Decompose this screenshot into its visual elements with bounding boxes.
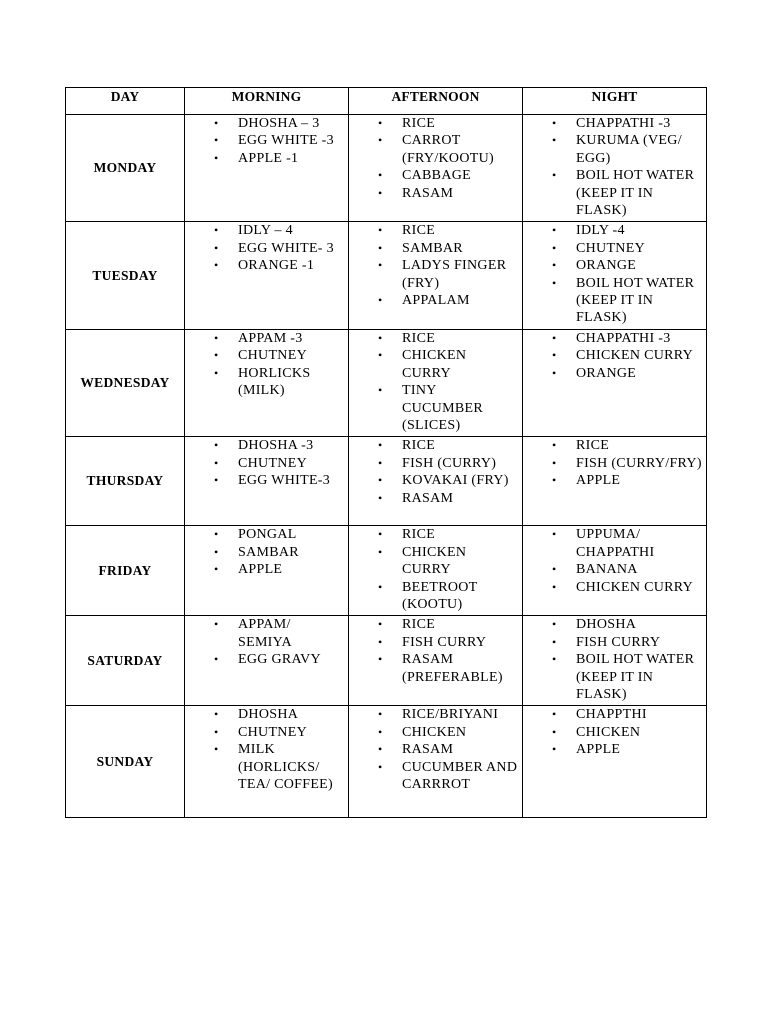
bullet-icon: • — [552, 707, 557, 722]
list-item — [185, 330, 348, 347]
item-text: APPLE — [576, 742, 621, 758]
bullet-icon: • — [214, 150, 219, 165]
list-item — [349, 490, 522, 507]
item-text: RICE — [402, 438, 436, 454]
item-text: DHOSHA -3 — [238, 438, 314, 454]
item-text: DHOSHA – 3 — [238, 116, 320, 131]
list-item — [185, 651, 348, 668]
item-text: RICE — [402, 527, 436, 543]
bullet-icon: • — [378, 759, 383, 774]
item-text: FISH CURRY — [402, 634, 487, 650]
list-item — [349, 724, 522, 741]
list-item — [185, 741, 348, 793]
bullet-icon: • — [552, 168, 557, 183]
morning-cell — [185, 222, 349, 329]
item-text: CHUTNEY — [238, 455, 307, 471]
item-text: CHUTNEY — [238, 348, 307, 364]
list-item — [349, 634, 522, 651]
item-text: APPALAM — [402, 293, 470, 309]
list-item — [185, 222, 348, 239]
list-item — [523, 472, 706, 489]
item-text: BOIL HOT WATER (KEEP IT IN FLASK) — [576, 652, 695, 702]
item-text: ORANGE — [576, 258, 637, 274]
bullet-icon: • — [378, 116, 383, 130]
bullet-icon: • — [378, 490, 383, 505]
list-item — [185, 455, 348, 472]
item-text: CHUTNEY — [238, 724, 307, 740]
item-text: IDLY – 4 — [238, 223, 293, 239]
morning-cell — [185, 437, 349, 526]
item-text: CHUTNEY — [576, 240, 645, 256]
bullet-icon: • — [552, 438, 557, 453]
item-text: CHICKEN — [402, 724, 467, 740]
item-text: RICE — [576, 438, 610, 454]
afternoon-list — [349, 222, 522, 311]
bullet-icon: • — [214, 544, 219, 559]
list-item — [523, 706, 706, 723]
list-item — [523, 347, 706, 364]
bullet-icon: • — [552, 579, 557, 594]
afternoon-cell — [349, 115, 523, 222]
morning-cell — [185, 115, 349, 222]
bullet-icon: • — [378, 617, 383, 632]
night-list — [523, 222, 706, 328]
table-row — [66, 222, 707, 329]
bullet-icon: • — [214, 652, 219, 667]
item-text: CABBAGE — [402, 168, 471, 184]
item-text: DHOSHA — [576, 617, 637, 633]
day-cell: THURSDAY — [66, 437, 185, 526]
list-item — [349, 616, 522, 633]
list-item — [185, 561, 348, 578]
list-item — [523, 240, 706, 257]
list-item — [349, 115, 522, 132]
night-list — [523, 330, 706, 384]
list-item — [185, 437, 348, 454]
bullet-icon: • — [552, 455, 557, 470]
list-item — [523, 616, 706, 633]
night-cell — [523, 329, 707, 436]
bullet-icon: • — [552, 634, 557, 649]
bullet-icon: • — [378, 652, 383, 667]
item-text: ORANGE — [576, 365, 637, 381]
list-item — [185, 347, 348, 364]
list-item — [185, 544, 348, 561]
night-list — [523, 115, 706, 221]
morning-cell — [185, 526, 349, 616]
bullet-icon: • — [378, 544, 383, 559]
list-item — [349, 257, 522, 292]
item-text: RICE — [402, 617, 436, 633]
item-text: BANANA — [576, 562, 638, 578]
item-text: CHICKEN CURRY — [402, 348, 467, 381]
list-item — [349, 455, 522, 472]
bullet-icon: • — [552, 724, 557, 739]
list-item — [349, 167, 522, 184]
night-list — [523, 437, 706, 491]
item-text: SAMBAR — [238, 544, 299, 560]
bullet-icon: • — [214, 116, 219, 130]
afternoon-list — [349, 115, 522, 204]
bullet-icon: • — [214, 707, 219, 722]
bullet-icon: • — [378, 240, 383, 255]
bullet-icon: • — [552, 116, 557, 130]
list-item — [349, 651, 522, 686]
list-item — [523, 132, 706, 167]
header-afternoon: AFTERNOON — [349, 88, 523, 115]
list-item — [523, 167, 706, 219]
list-item — [349, 240, 522, 257]
item-text: CHAPPTHI — [576, 707, 647, 723]
list-item — [185, 257, 348, 274]
item-text: KOVAKAI (FRY) — [402, 473, 509, 489]
item-text: KURUMA (VEG/ EGG) — [576, 133, 682, 166]
bullet-icon: • — [378, 330, 383, 345]
afternoon-cell — [349, 526, 523, 616]
list-item — [523, 724, 706, 741]
morning-list — [185, 115, 348, 169]
day-cell: FRIDAY — [66, 526, 185, 616]
morning-list — [185, 706, 348, 795]
list-item — [523, 741, 706, 758]
item-text: EGG GRAVY — [238, 652, 321, 668]
list-item — [349, 185, 522, 202]
bullet-icon: • — [552, 348, 557, 363]
bullet-icon: • — [378, 455, 383, 470]
header-morning: MORNING — [185, 88, 349, 115]
morning-list — [185, 526, 348, 580]
bullet-icon: • — [552, 617, 557, 632]
morning-list — [185, 222, 348, 276]
list-item — [185, 150, 348, 167]
list-item — [185, 365, 348, 400]
night-list — [523, 526, 706, 598]
bullet-icon: • — [378, 724, 383, 739]
bullet-icon: • — [214, 348, 219, 363]
item-text: RASAM — [402, 742, 454, 758]
bullet-icon: • — [552, 562, 557, 577]
table-row — [66, 115, 707, 222]
list-item — [349, 544, 522, 579]
bullet-icon: • — [552, 652, 557, 667]
list-item — [349, 222, 522, 239]
list-item — [523, 634, 706, 651]
afternoon-cell — [349, 329, 523, 436]
item-text: APPLE — [238, 562, 283, 578]
morning-list — [185, 437, 348, 491]
item-text: CHICKEN CURRY — [576, 348, 694, 364]
bullet-icon: • — [552, 133, 557, 148]
item-text: ORANGE -1 — [238, 258, 315, 274]
item-text: CHAPPATHI -3 — [576, 116, 671, 131]
bullet-icon: • — [552, 223, 557, 238]
bullet-icon: • — [552, 473, 557, 488]
night-cell — [523, 616, 707, 706]
item-text: CARROT (FRY/KOOTU) — [402, 133, 494, 166]
night-cell — [523, 115, 707, 222]
item-text: RICE/BRIYANI — [402, 707, 499, 723]
item-text: IDLY -4 — [576, 223, 625, 239]
list-item — [185, 472, 348, 489]
item-text: BEETROOT (KOOTU) — [402, 579, 478, 612]
day-cell: SATURDAY — [66, 616, 185, 706]
bullet-icon: • — [378, 348, 383, 363]
list-item — [185, 132, 348, 149]
night-cell — [523, 222, 707, 329]
bullet-icon: • — [378, 258, 383, 273]
item-text: FISH (CURRY) — [402, 455, 497, 471]
list-item — [523, 365, 706, 382]
bullet-icon: • — [214, 527, 219, 542]
morning-cell — [185, 329, 349, 436]
item-text: CHICKEN — [576, 724, 641, 740]
item-text: UPPUMA/ CHAPPATHI — [576, 527, 655, 560]
list-item — [185, 706, 348, 723]
bullet-icon: • — [552, 527, 557, 542]
bullet-icon: • — [214, 562, 219, 577]
bullet-icon: • — [552, 275, 557, 290]
item-text: SAMBAR — [402, 240, 463, 256]
list-item — [349, 292, 522, 309]
night-list — [523, 616, 706, 705]
bullet-icon: • — [214, 724, 219, 739]
item-text: APPAM -3 — [238, 330, 303, 346]
item-text: HORLICKS (MILK) — [238, 365, 311, 399]
day-cell: MONDAY — [66, 115, 185, 222]
afternoon-cell — [349, 616, 523, 706]
bullet-icon: • — [214, 455, 219, 470]
list-item — [185, 616, 348, 651]
item-text: TINY CUCUMBER (SLICES) — [402, 383, 483, 433]
item-text: APPLE — [576, 473, 621, 489]
afternoon-list — [349, 706, 522, 795]
list-item — [185, 526, 348, 543]
list-item — [523, 526, 706, 561]
bullet-icon: • — [214, 133, 219, 148]
day-cell: WEDNESDAY — [66, 329, 185, 436]
bullet-icon: • — [214, 742, 219, 757]
bullet-icon: • — [552, 365, 557, 380]
table-body — [66, 115, 707, 818]
list-item — [523, 222, 706, 239]
bullet-icon: • — [552, 742, 557, 757]
bullet-icon: • — [378, 223, 383, 238]
diet-plan-table — [65, 87, 707, 818]
bullet-icon: • — [214, 223, 219, 238]
bullet-icon: • — [214, 330, 219, 345]
list-item — [523, 257, 706, 274]
table-row — [66, 706, 707, 818]
item-text: RICE — [402, 330, 436, 346]
list-item — [523, 115, 706, 132]
bullet-icon: • — [214, 473, 219, 488]
bullet-icon: • — [378, 185, 383, 200]
item-text: CHICKEN CURRY — [576, 579, 694, 595]
item-text: LADYS FINGER (FRY) — [402, 258, 507, 291]
bullet-icon: • — [378, 742, 383, 757]
item-text: BOIL HOT WATER (KEEP IT IN FLASK) — [576, 275, 695, 326]
list-item — [523, 651, 706, 703]
item-text: PONGAL — [238, 527, 297, 543]
list-item — [349, 706, 522, 723]
night-cell — [523, 437, 707, 526]
night-list — [523, 706, 706, 760]
morning-list — [185, 616, 348, 670]
item-text: RASAM (PREFERABLE) — [402, 652, 503, 685]
afternoon-cell — [349, 437, 523, 526]
bullet-icon: • — [378, 168, 383, 183]
list-item — [523, 437, 706, 454]
afternoon-cell — [349, 706, 523, 818]
item-text: RICE — [402, 223, 436, 239]
bullet-icon: • — [378, 293, 383, 308]
list-item — [349, 472, 522, 489]
list-item — [185, 115, 348, 132]
list-item — [523, 330, 706, 347]
list-item — [523, 455, 706, 472]
bullet-icon: • — [378, 133, 383, 148]
morning-cell — [185, 616, 349, 706]
item-text: RICE — [402, 116, 436, 131]
night-cell — [523, 526, 707, 616]
table-row — [66, 616, 707, 706]
bullet-icon: • — [214, 258, 219, 273]
bullet-icon: • — [552, 330, 557, 345]
item-text: CUCUMBER AND CARRROT — [402, 759, 518, 792]
item-text: EGG WHITE -3 — [238, 133, 334, 149]
item-text: CHAPPATHI -3 — [576, 330, 671, 346]
list-item — [523, 561, 706, 578]
bullet-icon: • — [378, 707, 383, 722]
afternoon-list — [349, 616, 522, 688]
item-text: FISH CURRY — [576, 634, 661, 650]
night-cell — [523, 706, 707, 818]
item-text: DHOSHA — [238, 707, 299, 723]
day-cell: TUESDAY — [66, 222, 185, 329]
list-item — [523, 579, 706, 596]
list-item — [185, 240, 348, 257]
bullet-icon: • — [214, 365, 219, 380]
list-item — [349, 347, 522, 382]
bullet-icon: • — [378, 438, 383, 453]
list-item — [349, 382, 522, 434]
header-day: DAY — [66, 88, 185, 115]
list-item — [349, 741, 522, 758]
header-night: NIGHT — [523, 88, 707, 115]
bullet-icon: • — [552, 258, 557, 273]
afternoon-cell — [349, 222, 523, 329]
afternoon-list — [349, 526, 522, 615]
bullet-icon: • — [552, 240, 557, 255]
list-item — [349, 526, 522, 543]
morning-cell — [185, 706, 349, 818]
item-text: MILK (HORLICKS/ TEA/ COFFEE) — [238, 742, 333, 792]
afternoon-list — [349, 437, 522, 509]
bullet-icon: • — [214, 240, 219, 255]
item-text: FISH (CURRY/FRY) — [576, 455, 702, 471]
item-text: APPAM/ SEMIYA — [238, 617, 292, 650]
item-text: CHICKEN CURRY — [402, 544, 467, 578]
table-row — [66, 526, 707, 616]
item-text: BOIL HOT WATER (KEEP IT IN FLASK) — [576, 168, 695, 219]
list-item — [349, 437, 522, 454]
item-text: APPLE -1 — [238, 150, 299, 166]
morning-list — [185, 330, 348, 402]
list-item — [349, 132, 522, 167]
table-row — [66, 329, 707, 436]
item-text: EGG WHITE-3 — [238, 473, 331, 489]
list-item — [349, 579, 522, 614]
bullet-icon: • — [378, 527, 383, 542]
list-item — [349, 759, 522, 794]
list-item — [349, 330, 522, 347]
bullet-icon: • — [378, 383, 383, 398]
item-text: EGG WHITE- 3 — [238, 240, 334, 256]
item-text: RASAM — [402, 490, 454, 506]
bullet-icon: • — [378, 579, 383, 594]
bullet-icon: • — [378, 634, 383, 649]
list-item — [185, 724, 348, 741]
afternoon-list — [349, 330, 522, 436]
bullet-icon: • — [378, 473, 383, 488]
table-row — [66, 437, 707, 526]
item-text: RASAM — [402, 185, 454, 201]
bullet-icon: • — [214, 438, 219, 453]
day-cell: SUNDAY — [66, 706, 185, 818]
list-item — [523, 275, 706, 327]
bullet-icon: • — [214, 617, 219, 632]
header-row — [66, 88, 707, 115]
